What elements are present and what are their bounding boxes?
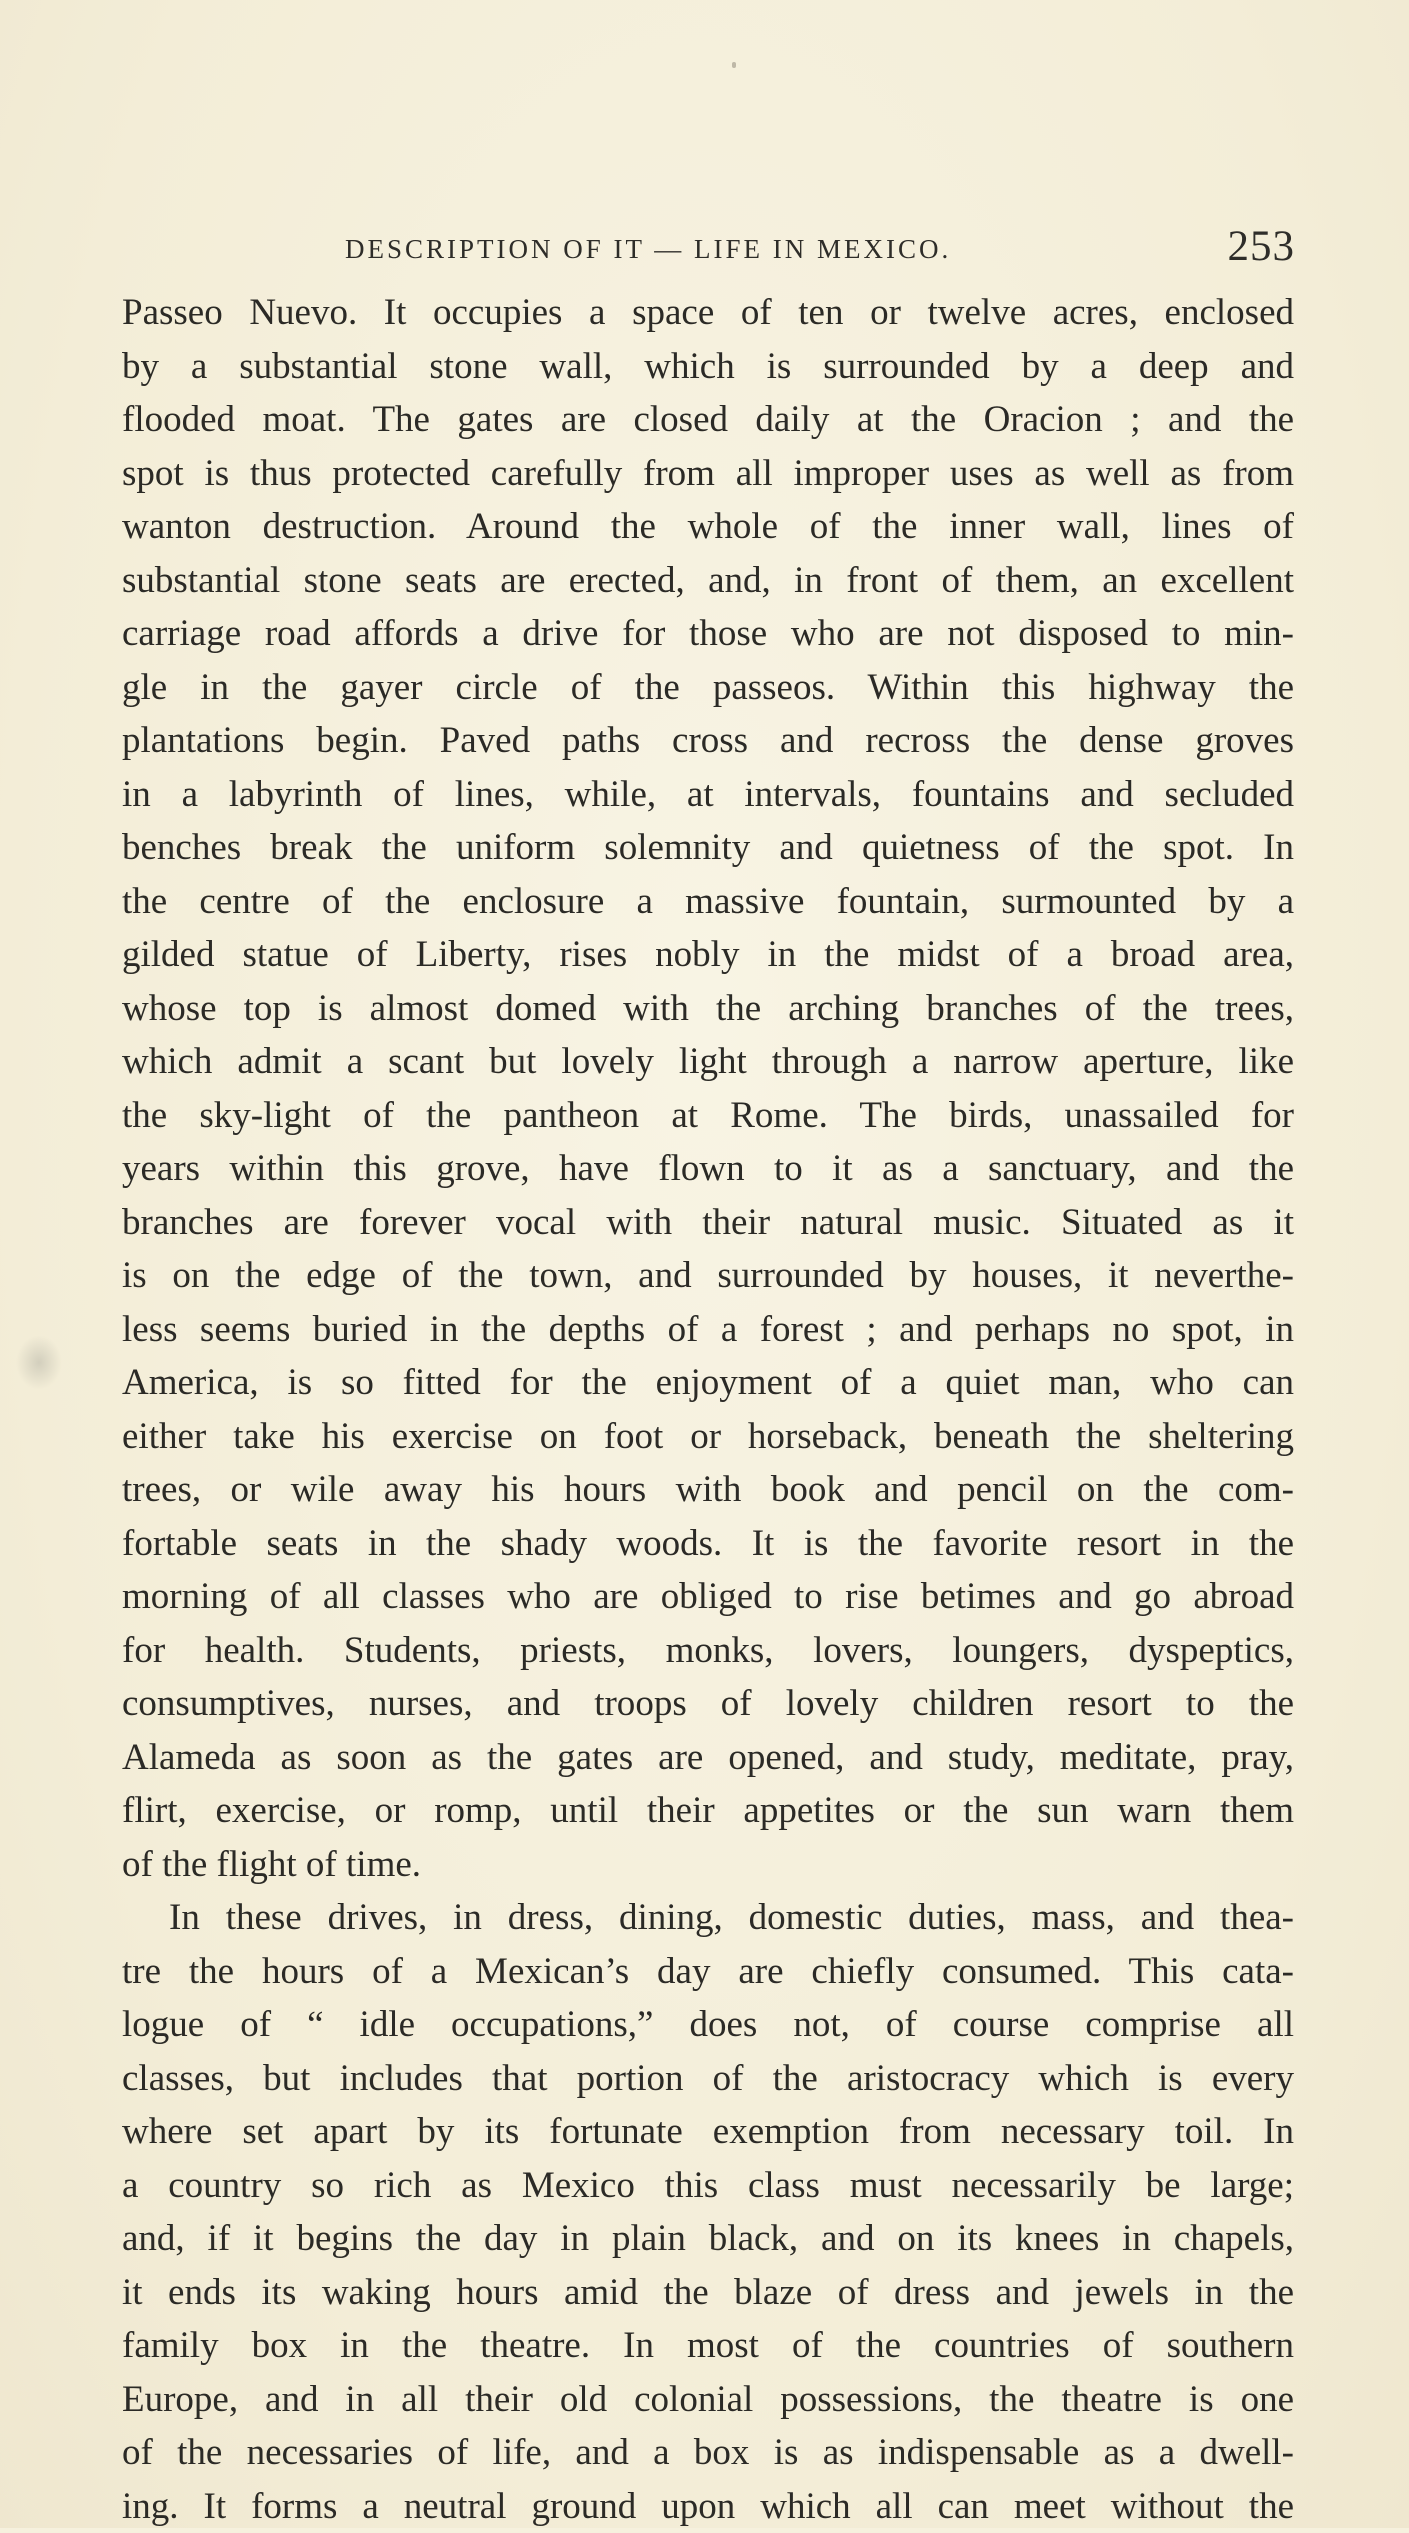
text-line: trees, or wile away his hours with book and pencil on the com-	[122, 1463, 1294, 1517]
text-line: a country so rich as Mexico this class must necessarily be large;	[122, 2159, 1294, 2213]
text-line: fortable seats in the shady woods. It is the favorite resort in the	[122, 1517, 1294, 1571]
text-line: branches are forever vocal with their natural music. Situated as it	[122, 1196, 1294, 1250]
paragraph-start-line: In these drives, in dress, dining, domestic duties, mass, and thea-	[122, 1891, 1294, 1945]
text-line: substantial stone seats are erected, and, in front of them, an excellent	[122, 554, 1294, 608]
text-line: carriage road affords a drive for those who are not disposed to min-	[122, 607, 1294, 661]
text-line: logue of “ idle occupations,” does not, of course comprise all	[122, 1998, 1294, 2052]
text-line: either take his exercise on foot or horseback, beneath the sheltering	[122, 1410, 1294, 1464]
text-line: flooded moat. The gates are closed daily at the Oracion ; and the	[122, 393, 1294, 447]
text-line: flirt, exercise, or romp, until their appetites or the sun warn them	[122, 1784, 1294, 1838]
text-line: which admit a scant but lovely light through a narrow aperture, like	[122, 1035, 1294, 1089]
text-line: wanton destruction. Around the whole of the inner wall, lines of	[122, 500, 1294, 554]
text-line: Alameda as soon as the gates are opened, and study, meditate, pray,	[122, 1731, 1294, 1785]
text-line: where set apart by its fortunate exemption from necessary toil. In	[122, 2105, 1294, 2159]
text-line: in a labyrinth of lines, while, at intervals, fountains and secluded	[122, 768, 1294, 822]
text-line: consumptives, nurses, and troops of lovely children resort to the	[122, 1677, 1294, 1731]
text-line: less seems buried in the depths of a forest ; and perhaps no spot, in	[122, 1303, 1294, 1357]
text-line: benches break the uniform solemnity and quietness of the spot. In	[122, 821, 1294, 875]
text-line: the centre of the enclosure a massive fountain, surmounted by a	[122, 875, 1294, 929]
text-line: gle in the gayer circle of the passeos. Within this highway the	[122, 661, 1294, 715]
text-line: whose top is almost domed with the arching branches of the trees,	[122, 982, 1294, 1036]
text-line: ing. It forms a neutral ground upon which all can meet without the	[122, 2480, 1294, 2533]
text-line: the sky-light of the pantheon at Rome. The birds, unassailed for	[122, 1089, 1294, 1143]
text-line: Europe, and in all their old colonial possessions, the theatre is one	[122, 2373, 1294, 2427]
text-line: gilded statue of Liberty, rises nobly in the midst of a broad area,	[122, 928, 1294, 982]
text-line: plantations begin. Paved paths cross and recross the dense groves	[122, 714, 1294, 768]
text-line: morning of all classes who are obliged to rise betimes and go abroad	[122, 1570, 1294, 1624]
text-line: for health. Students, priests, monks, lovers, loungers, dyspeptics,	[122, 1624, 1294, 1678]
text-line: by a substantial stone wall, which is surrounded by a deep and	[122, 340, 1294, 394]
text-line: years within this grove, have flown to it as a sanctuary, and the	[122, 1142, 1294, 1196]
text-line: family box in the theatre. In most of the countries of southern	[122, 2319, 1294, 2373]
text-line: spot is thus protected carefully from all improper uses as well as from	[122, 447, 1294, 501]
text-line: tre the hours of a Mexican’s day are chiefly consumed. This cata-	[122, 1945, 1294, 1999]
paragraph-end-line: of the flight of time.	[122, 1838, 1294, 1892]
text-line: and, if it begins the day in plain black, and on its knees in chapels,	[122, 2212, 1294, 2266]
margin-smudge	[16, 1335, 62, 1390]
text-line: is on the edge of the town, and surrounded by houses, it neverthe-	[122, 1249, 1294, 1303]
body-text	[122, 286, 1294, 2533]
text-line: America, is so fitted for the enjoyment of a quiet man, who can	[122, 1356, 1294, 1410]
text-line: Passeo Nuevo. It occupies a space of ten or twelve acres, enclosed	[122, 286, 1294, 340]
text-line: classes, but includes that portion of the aristocracy which is every	[122, 2052, 1294, 2106]
running-header	[345, 222, 1295, 272]
page-number: 253	[1228, 222, 1296, 271]
running-title: DESCRIPTION OF IT — LIFE IN MEXICO.	[345, 234, 951, 265]
text-line: of the necessaries of life, and a box is as indispensable as a dwell-	[122, 2426, 1294, 2480]
text-line: it ends its waking hours amid the blaze of dress and jewels in the	[122, 2266, 1294, 2320]
ink-speck	[732, 62, 736, 68]
